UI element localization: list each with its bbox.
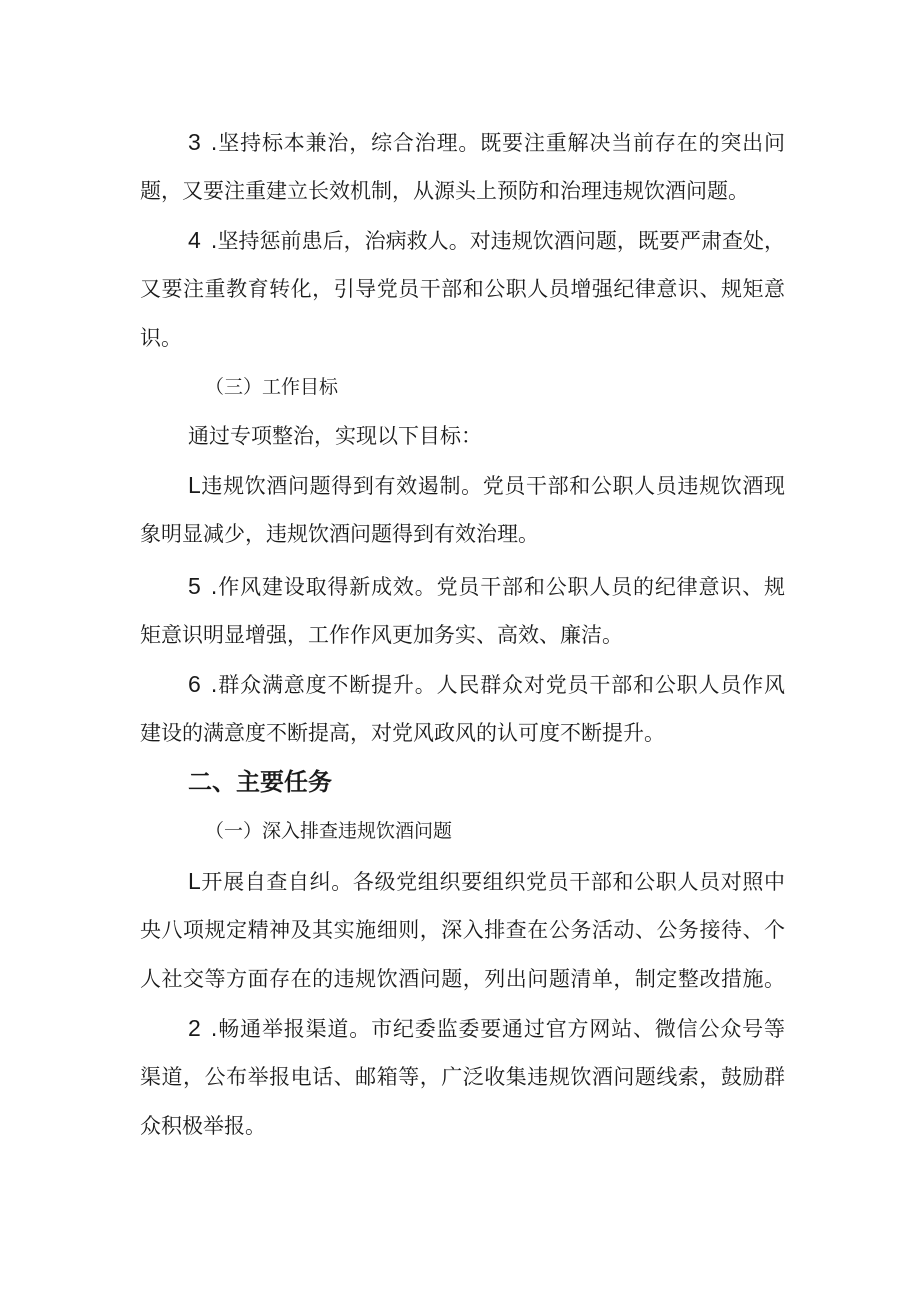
task-1-line-2: [140, 915, 785, 945]
goal-1-text-2: 象明显减少，违规饮酒问题得到有效治理。: [140, 522, 539, 546]
task-1-line-1: [188, 866, 785, 897]
item-4-line-3: [140, 323, 785, 353]
goal-5-line-1: [188, 571, 785, 602]
item-4-line-1: [188, 225, 785, 256]
goal-6-line-2: [140, 718, 785, 748]
goal-6-line-1: [188, 669, 785, 700]
section-tasks-subheading: （一）深入排查违规饮酒问题: [205, 820, 453, 842]
section-goals-intro: 通过专项整治，实现以下目标：: [188, 424, 482, 448]
task-2-number: 2: [188, 1015, 201, 1041]
goal-5-text-2: 矩意识明显增强，工作作风更加务实、高效、廉洁。: [140, 623, 623, 647]
goal-5-line-2: [140, 620, 785, 650]
task-2-line-1: [188, 1013, 785, 1044]
item-3-number: 3: [188, 129, 201, 155]
goal-1-line-1: [188, 470, 785, 501]
task-1-text-2: 央八项规定精神及其实施细则，深入排查在公务活动、公务接待、个: [140, 918, 785, 942]
item-3-line-1: [188, 127, 785, 158]
task-2-text-3: 众积极举报。: [140, 1114, 266, 1138]
item-4-text-1: .坚持惩前患后，治病救人。对违规饮酒问题，既要严肃查处，: [210, 229, 785, 253]
task-2-text-1: .畅通举报渠道。市纪委监委要通过官方网站、微信公众号等: [210, 1017, 785, 1041]
goal-1-line-2: [140, 519, 785, 549]
goal-1-number: L: [188, 472, 201, 498]
task-2-line-2: [140, 1062, 785, 1092]
task-1-text-3: 人社交等方面存在的违规饮酒问题，列出问题清单，制定整改措施。: [140, 967, 785, 991]
goal-1-text-1: 违规饮酒问题得到有效遏制。党员干部和公职人员违规饮酒现: [200, 474, 785, 498]
task-1-number: L: [188, 868, 201, 894]
goal-5-text-1: .作风建设取得新成效。党员干部和公职人员的纪律意识、规: [210, 575, 785, 599]
goal-6-number: 6: [188, 671, 201, 697]
item-3-text-1: .坚持标本兼治，综合治理。既要注重解决当前存在的突出问: [210, 131, 785, 155]
item-4-text-3: 识。: [140, 326, 182, 350]
item-3-text-2: 题，又要注重建立长效机制，从源头上预防和治理违规饮酒问题。: [140, 179, 749, 203]
goal-5-number: 5: [188, 573, 201, 599]
task-1-line-3: [140, 964, 785, 994]
item-4-text-2: 又要注重教育转化，引导党员干部和公职人员增强纪律意识、规矩意: [140, 277, 785, 301]
goal-6-text-2: 建设的满意度不断提高，对党风政风的认可度不断提升。: [140, 721, 665, 745]
task-2-line-3: [140, 1111, 785, 1141]
item-4-number: 4: [188, 227, 201, 253]
section-goals-title: （三）工作目标: [205, 376, 339, 398]
goal-6-text-1: .群众满意度不断提升。人民群众对党员干部和公职人员作风: [210, 673, 785, 697]
task-2-text-2: 渠道，公布举报电话、邮箱等，广泛收集违规饮酒问题线索，鼓励群: [140, 1065, 785, 1089]
task-1-text-1: 开展自查自纠。各级党组织要组织党员干部和公职人员对照中: [200, 870, 785, 894]
item-3-line-2: [140, 176, 785, 206]
section-tasks-heading: 二、主要任务: [188, 768, 332, 796]
item-4-line-2: [140, 274, 785, 304]
